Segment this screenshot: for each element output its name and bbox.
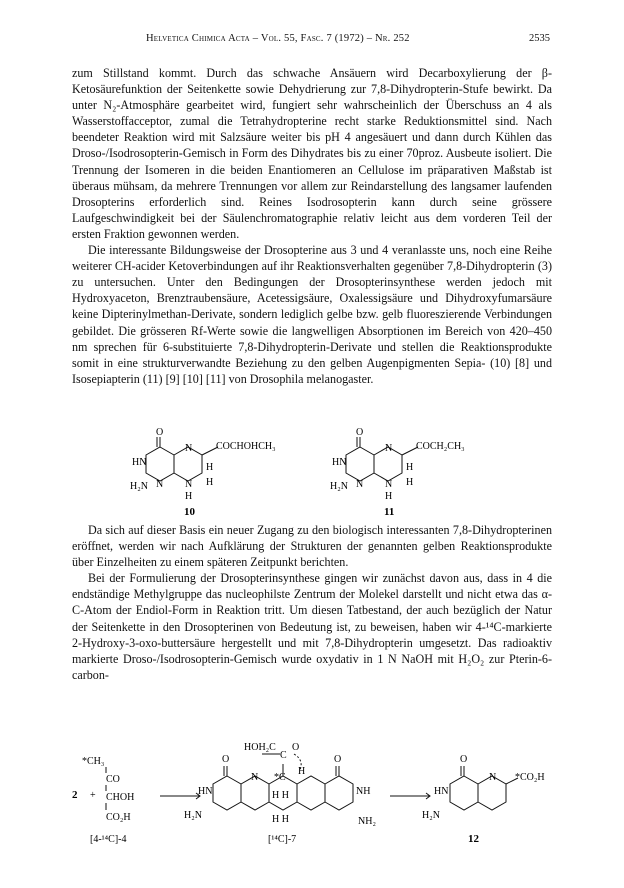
- structure-12: [450, 766, 518, 810]
- h2n-label: H₂N: [184, 810, 202, 821]
- nh2-label: NH₂: [358, 816, 376, 827]
- hh-label: H H: [272, 814, 289, 825]
- co2h-label: *CO₂H: [515, 772, 545, 783]
- compound-number-2: 2: [72, 789, 78, 801]
- paragraph-3: Da sich auf dieser Basis ein neuer Zugang zu den biologisch interessanten 7,8-Dihydropterinen eröffnet, werden wir nach Aufklärung der Strukturen der genannten gelben Reaktionsprodukte über Einzelheiten zu einem späteren Zeitpunkt berichten.: [72, 523, 552, 570]
- h-label: H: [206, 462, 214, 473]
- h-label: H: [185, 491, 193, 502]
- structure-11: [346, 437, 418, 481]
- oxygen-label: O: [356, 427, 364, 438]
- h-label: H: [206, 477, 214, 488]
- hoh2c-label: HOH₂C: [244, 742, 276, 753]
- oxygen-label: O: [156, 427, 164, 438]
- n-label: N: [385, 443, 393, 454]
- n-label: N: [356, 479, 364, 490]
- plus-sign: +: [90, 790, 96, 801]
- hn-label: HN: [332, 457, 347, 468]
- co2h-label: CO₂H: [106, 812, 131, 823]
- h-label: H: [385, 491, 393, 502]
- compound-number-7-labeled: [¹⁴C]-7: [268, 834, 297, 845]
- side-chain-label: COCH₂CH₃: [416, 441, 465, 452]
- side-chain-label: COCHOHCH₃: [216, 441, 276, 452]
- oxygen-label: O: [460, 754, 468, 765]
- compound-number-10: 10: [184, 506, 195, 518]
- h-label: H: [298, 766, 306, 777]
- n-label: N: [185, 479, 193, 490]
- page-number: 2535: [529, 33, 550, 44]
- reaction-scheme: [72, 738, 552, 858]
- h-label: H: [406, 477, 414, 488]
- n-label: N: [156, 479, 164, 490]
- paragraph-2: Die interessante Bildungsweise der Drosopterine aus 3 und 4 veranlasste uns, noch eine Reihe weiterer CH-acider Ketoverbindungen auf ihr Reaktionsverhalten gegenüber 7,8-Dihydropterin (3) zu untersuchen. Unter den Bedingungen der Drosopterinsynthese werden jedoch mit Hydroxyaceton, Brenztraubensäure, Acetessigsäure, Oxalessigsäure und Dihydroxyfumarsäure keine Dipterinylmethan-Derivate, sondern lediglich gelbe bzw. gelb fluoreszierende Verbindungen gebildet. Die grösseren Rf-Werte sowie die langwelligen Absorptionen im Bereich von 420–450 nm sprechen für 6-substituierte 7,8-Dihydropterin-Derivate und stellen die Reaktionsprodukte somit in eine strukturverwandte Beziehung zu den gelben Augenpigmenten Sepia- (10) [8] und Isosepiapterin (11) [9] [10] [11] von Drosophila melanogaster.: [72, 243, 552, 386]
- text-block-upper: [72, 65, 552, 387]
- compound-number-12: 12: [468, 833, 479, 845]
- paragraph-4: Bei der Formulierung der Drosopterinsynthese gingen wir zunächst davon aus, dass in 4 die endständige Methylgruppe das nucleophilste Zentrum der Molekel darstellt und nicht etwa das α-C-Atom der Endiol-Form in Reaktion tritt. Um diesen Tatbestand, der auch bezüglich der Natur der Seitenkette in den Drosopterinen von Bedeutung ist, zu beweisen, haben wir 4-¹⁴C-markierte 2-Hydroxy-3-oxo-buttersäure hergestellt und mit 7,8-Dihydropterin umgesetzt. Das radioaktiv markierte Droso-/Isodrosopterin-Gemisch wurde oxydativ in 1 N NaOH mit H₂O₂ zur Pterin-6-carbon-: [72, 571, 552, 682]
- running-title: Helvetica Chimica Acta – Vol. 55, Fasc. 7 (1972) – Nr. 252: [146, 33, 410, 44]
- co-label: CO: [106, 774, 120, 785]
- oxygen-label: O: [334, 754, 342, 765]
- c-label: C: [280, 750, 287, 761]
- labeled-carbon: *C: [274, 772, 286, 783]
- compound-number-11: 11: [384, 506, 395, 518]
- ch3-label: *CH₃: [82, 756, 105, 767]
- oxygen-label: O: [292, 742, 300, 753]
- hn-label: HN: [198, 786, 213, 797]
- structure-scheme-10-11: [130, 425, 510, 520]
- compound-number-4-labeled: [4-¹⁴C]-4: [90, 834, 127, 845]
- n-label: N: [185, 443, 193, 454]
- h2n-label: H₂N: [422, 810, 440, 821]
- h2n-label: H₂N: [330, 481, 348, 492]
- hn-label: HN: [132, 457, 147, 468]
- n-label: N: [489, 772, 497, 783]
- hh-label: H H: [272, 790, 289, 801]
- hn-label: HN: [434, 786, 449, 797]
- h2n-label: H₂N: [130, 481, 148, 492]
- paragraph-1: zum Stillstand kommt. Durch das schwache Ansäuern wird Decarboxylierung der β-Ketosäurefunktion der Seitenkette sowie Dehydrierung zur 7,8-Dihydropterin-Stufe bewirkt. Da unter N₂-Atmosphäre gearbeitet wird, fungiert sehr wahrscheinlich der Überschuss an 4 als Wasserstoffacceptor, zumal die Tetrahydropterine recht starke Reduktionsmittel sind. Nach beendeter Reaktion wird mit Salzsäure weiter bis pH 4 angesäuert und dann durch Kühlen das Droso-/Isodrosopterin-Gemisch in Form des Dihydrates bis zu einer 70proz. Ausbeute isoliert. Die Trennung der Isomeren in die beiden Enantiomeren an Cellulose im präparativen Maßstab ist überaus mühsam, da mehrere Trennungen vor allem zur Reindarstellung des langsamer laufenden Drosopterins erforderlich sind. Reines Isodrosopterin kann durch seine grössere Laufgeschwindigkeit bei der Säulenchromatographie relativ leicht aus dem vorderen Teil der ersten Fraktion gewonnen werden.: [72, 66, 552, 241]
- text-block-lower: [72, 522, 552, 683]
- nh-label: NH: [356, 786, 371, 797]
- n-label: N: [385, 479, 393, 490]
- running-header: [72, 30, 550, 48]
- oxygen-label: O: [222, 754, 230, 765]
- n-label: N: [251, 772, 259, 783]
- choh-label: CHOH: [106, 792, 135, 803]
- h-label: H: [406, 462, 414, 473]
- structure-10: [146, 437, 218, 481]
